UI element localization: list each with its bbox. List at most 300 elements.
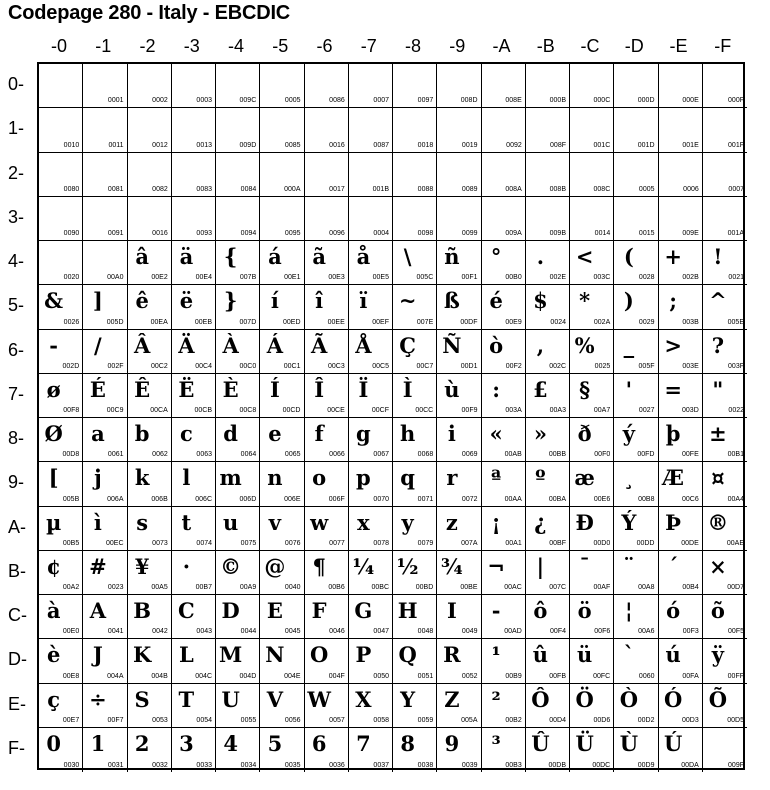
unicode-code: 0025 bbox=[594, 362, 611, 370]
char-cell bbox=[437, 64, 481, 108]
unicode-code: 00AE bbox=[726, 539, 744, 547]
char-cell bbox=[703, 197, 747, 241]
char-cell bbox=[172, 595, 216, 639]
char-cell bbox=[305, 728, 349, 772]
unicode-code: 00C4 bbox=[195, 362, 212, 370]
unicode-code: 0081 bbox=[107, 185, 124, 193]
char-glyph: D bbox=[221, 598, 240, 623]
column-header: -F bbox=[714, 36, 732, 56]
char-glyph: ¹ bbox=[491, 642, 501, 668]
char-cell bbox=[128, 285, 172, 329]
unicode-code: 0085 bbox=[284, 141, 301, 149]
char-cell bbox=[83, 684, 127, 728]
char-glyph: h bbox=[399, 421, 416, 446]
char-cell bbox=[614, 507, 658, 551]
char-cell bbox=[437, 418, 481, 462]
char-glyph: 6 bbox=[311, 730, 327, 756]
unicode-code: 0057 bbox=[329, 716, 345, 724]
unicode-code: 009D bbox=[239, 141, 257, 149]
unicode-code: 0005 bbox=[284, 97, 301, 105]
unicode-code: 002E bbox=[549, 274, 566, 282]
unicode-code: 0038 bbox=[417, 762, 434, 769]
unicode-code: 0047 bbox=[373, 628, 389, 636]
unicode-code: 0096 bbox=[329, 230, 345, 237]
char-cell bbox=[260, 64, 304, 108]
char-glyph: C bbox=[178, 598, 195, 623]
char-glyph: ! bbox=[713, 244, 723, 269]
char-glyph: c bbox=[179, 421, 193, 446]
char-glyph: W bbox=[307, 686, 331, 712]
unicode-code: 00B3 bbox=[505, 762, 522, 769]
char-glyph: < bbox=[575, 244, 594, 269]
unicode-code: 007D bbox=[239, 318, 257, 326]
char-glyph: Ö bbox=[575, 686, 594, 712]
column-header: -6 bbox=[316, 36, 333, 56]
char-cell bbox=[393, 108, 437, 152]
char-cell bbox=[260, 684, 304, 728]
row-header: F- bbox=[8, 737, 25, 758]
char-cell bbox=[703, 285, 747, 329]
unicode-code: 00F1 bbox=[461, 274, 478, 282]
char-cell bbox=[83, 153, 127, 197]
char-cell bbox=[305, 108, 349, 152]
char-cell bbox=[216, 595, 260, 639]
column-header: -A bbox=[492, 36, 511, 56]
char-cell bbox=[39, 595, 83, 639]
unicode-code: 0018 bbox=[417, 141, 434, 149]
unicode-code: 0065 bbox=[284, 451, 301, 459]
char-cell bbox=[128, 462, 172, 506]
unicode-code: 00E4 bbox=[195, 274, 212, 282]
row-header: B- bbox=[8, 560, 26, 581]
char-cell bbox=[659, 285, 703, 329]
char-cell bbox=[393, 595, 437, 639]
char-glyph: ¾ bbox=[440, 553, 463, 579]
char-cell bbox=[216, 418, 260, 462]
char-glyph: # bbox=[89, 553, 107, 579]
char-cell bbox=[437, 595, 481, 639]
unicode-code: 0003 bbox=[196, 97, 212, 105]
char-cell bbox=[703, 551, 747, 595]
char-glyph: á bbox=[268, 244, 282, 269]
char-cell bbox=[570, 684, 614, 728]
char-glyph: l bbox=[182, 465, 191, 491]
char-cell bbox=[216, 153, 260, 197]
char-glyph: w bbox=[310, 509, 329, 535]
char-cell bbox=[216, 462, 260, 506]
char-cell bbox=[305, 551, 349, 595]
char-cell bbox=[172, 153, 216, 197]
unicode-code: 00F0 bbox=[594, 451, 611, 459]
char-glyph: Ý bbox=[621, 509, 637, 535]
unicode-code: 0014 bbox=[594, 230, 611, 237]
char-cell bbox=[393, 153, 437, 197]
char-cell bbox=[393, 330, 437, 374]
unicode-code: 0024 bbox=[550, 318, 566, 326]
unicode-code: 00DC bbox=[592, 762, 611, 769]
char-glyph: & bbox=[44, 288, 64, 314]
unicode-code: 00E8 bbox=[62, 672, 80, 680]
unicode-code: 0054 bbox=[196, 716, 212, 724]
char-glyph: Å bbox=[355, 332, 372, 358]
unicode-code: 006A bbox=[107, 495, 124, 503]
char-cell bbox=[437, 728, 481, 772]
char-glyph: ô bbox=[533, 598, 548, 623]
unicode-code: 0082 bbox=[152, 185, 168, 193]
char-cell bbox=[305, 507, 349, 551]
char-glyph: } bbox=[223, 288, 238, 314]
char-glyph: ? bbox=[711, 332, 725, 358]
char-cell bbox=[659, 639, 703, 683]
char-cell bbox=[614, 551, 658, 595]
char-cell bbox=[526, 728, 570, 772]
char-cell bbox=[482, 241, 526, 285]
unicode-code: 002D bbox=[62, 362, 80, 370]
unicode-code: 006D bbox=[239, 495, 257, 503]
char-cell bbox=[216, 374, 260, 418]
char-cell bbox=[260, 728, 304, 772]
unicode-code: 000B bbox=[549, 97, 566, 105]
char-cell bbox=[349, 639, 393, 683]
char-cell bbox=[703, 374, 747, 418]
char-cell bbox=[83, 728, 127, 772]
unicode-code: 00D7 bbox=[727, 584, 744, 591]
unicode-code: 003F bbox=[728, 362, 744, 370]
char-cell bbox=[128, 728, 172, 772]
unicode-code: 0088 bbox=[417, 185, 434, 193]
char-glyph: | bbox=[536, 553, 545, 579]
char-glyph: ¨ bbox=[623, 553, 635, 579]
char-glyph: Đ bbox=[575, 509, 594, 535]
char-cell bbox=[703, 728, 747, 772]
char-cell bbox=[437, 639, 481, 683]
unicode-code: 0049 bbox=[461, 628, 478, 636]
unicode-code: 00A3 bbox=[549, 407, 566, 414]
char-glyph: ± bbox=[709, 421, 727, 446]
char-cell bbox=[83, 241, 127, 285]
char-glyph: ú bbox=[665, 642, 681, 668]
unicode-code: 00A5 bbox=[151, 584, 168, 591]
unicode-code: 00F7 bbox=[107, 716, 124, 724]
char-cell bbox=[128, 507, 172, 551]
char-glyph: ª bbox=[491, 465, 502, 491]
char-glyph: s bbox=[136, 509, 149, 535]
char-glyph: U bbox=[221, 686, 240, 712]
char-cell bbox=[570, 462, 614, 506]
char-cell bbox=[83, 197, 127, 241]
char-cell bbox=[83, 462, 127, 506]
codepage-grid bbox=[37, 62, 745, 770]
unicode-code: 004E bbox=[284, 672, 301, 680]
char-cell bbox=[305, 64, 349, 108]
char-glyph: ã bbox=[312, 244, 326, 269]
char-glyph: Þ bbox=[665, 509, 682, 535]
unicode-code: 00F2 bbox=[505, 362, 522, 370]
char-cell bbox=[570, 595, 614, 639]
char-glyph: ì bbox=[93, 509, 102, 535]
char-cell bbox=[482, 330, 526, 374]
char-glyph: í bbox=[270, 288, 279, 314]
unicode-code: 00FE bbox=[682, 451, 699, 459]
unicode-code: 006B bbox=[151, 495, 168, 503]
unicode-code: 0051 bbox=[417, 672, 434, 680]
char-glyph: { bbox=[223, 244, 238, 269]
char-cell bbox=[39, 728, 83, 772]
unicode-code: 00C8 bbox=[239, 407, 257, 414]
char-glyph: . bbox=[536, 244, 545, 269]
char-cell bbox=[260, 462, 304, 506]
char-cell bbox=[614, 595, 658, 639]
char-cell bbox=[172, 639, 216, 683]
char-cell bbox=[570, 551, 614, 595]
char-cell bbox=[216, 197, 260, 241]
char-cell bbox=[216, 64, 260, 108]
char-glyph: 5 bbox=[267, 730, 283, 756]
unicode-code: 008B bbox=[549, 185, 566, 193]
char-cell bbox=[614, 418, 658, 462]
char-cell bbox=[659, 418, 703, 462]
row-header: C- bbox=[8, 605, 27, 625]
unicode-code: 00C7 bbox=[416, 362, 434, 370]
unicode-code: 005B bbox=[62, 495, 80, 503]
unicode-code: 00D3 bbox=[682, 716, 699, 724]
char-glyph: ° bbox=[490, 244, 502, 269]
unicode-code: 00D0 bbox=[593, 539, 611, 547]
unicode-code: 005A bbox=[461, 716, 478, 724]
char-glyph: ý bbox=[622, 421, 635, 446]
unicode-code: 0058 bbox=[373, 716, 389, 724]
column-header: -9 bbox=[449, 36, 466, 56]
char-cell bbox=[128, 153, 172, 197]
unicode-code: 0062 bbox=[152, 451, 168, 459]
char-glyph: O bbox=[309, 642, 329, 668]
unicode-code: 00C0 bbox=[239, 362, 257, 370]
unicode-code: 002A bbox=[593, 318, 611, 326]
unicode-code: 00CB bbox=[194, 407, 212, 414]
char-glyph: Ò bbox=[619, 686, 639, 712]
char-glyph: % bbox=[574, 332, 595, 358]
char-cell bbox=[349, 108, 393, 152]
char-cell bbox=[614, 330, 658, 374]
unicode-code: 007E bbox=[416, 318, 434, 326]
char-glyph: 8 bbox=[400, 730, 415, 756]
unicode-code: 003D bbox=[682, 407, 699, 414]
unicode-code: 0007 bbox=[373, 97, 389, 105]
unicode-code: 0090 bbox=[63, 230, 80, 237]
unicode-code: 001E bbox=[682, 141, 699, 149]
char-cell bbox=[570, 330, 614, 374]
unicode-code: 0004 bbox=[373, 230, 389, 237]
char-cell bbox=[260, 153, 304, 197]
unicode-code: 0084 bbox=[240, 185, 257, 193]
char-glyph: ï bbox=[359, 288, 368, 314]
unicode-code: 0028 bbox=[638, 274, 655, 282]
char-glyph: ® bbox=[707, 509, 729, 535]
unicode-code: 0076 bbox=[284, 539, 301, 547]
char-cell bbox=[614, 374, 658, 418]
char-glyph: ; bbox=[669, 288, 677, 314]
row-header: E- bbox=[8, 693, 26, 714]
unicode-code: 009C bbox=[239, 97, 257, 105]
unicode-code: 0061 bbox=[107, 451, 124, 459]
char-glyph: Õ bbox=[708, 686, 728, 712]
char-glyph: e bbox=[268, 421, 282, 446]
char-glyph: r bbox=[446, 465, 458, 491]
unicode-code: 00F3 bbox=[682, 628, 699, 636]
unicode-code: 003E bbox=[682, 362, 699, 370]
char-glyph: X bbox=[355, 686, 372, 712]
char-cell bbox=[260, 197, 304, 241]
char-cell bbox=[83, 551, 127, 595]
unicode-code: 0026 bbox=[63, 318, 80, 326]
unicode-code: 0037 bbox=[373, 762, 389, 769]
unicode-code: 0043 bbox=[196, 628, 212, 636]
unicode-code: 00C5 bbox=[372, 362, 389, 370]
unicode-code: 00D2 bbox=[637, 716, 655, 724]
char-cell bbox=[526, 330, 570, 374]
char-cell bbox=[570, 64, 614, 108]
char-cell bbox=[39, 639, 83, 683]
unicode-code: 0072 bbox=[461, 495, 478, 503]
char-glyph: n bbox=[267, 465, 283, 491]
unicode-code: 0023 bbox=[107, 584, 124, 591]
unicode-code: 004D bbox=[239, 672, 257, 680]
unicode-code: 001B bbox=[372, 185, 389, 193]
char-glyph: º bbox=[535, 465, 546, 491]
char-cell bbox=[172, 241, 216, 285]
unicode-code: 0063 bbox=[196, 451, 212, 459]
char-glyph: d bbox=[223, 421, 238, 446]
char-cell bbox=[526, 241, 570, 285]
char-cell bbox=[659, 684, 703, 728]
char-cell bbox=[570, 108, 614, 152]
unicode-code: 0071 bbox=[417, 495, 434, 503]
char-cell bbox=[83, 64, 127, 108]
char-cell bbox=[216, 728, 260, 772]
char-glyph: [ bbox=[48, 465, 59, 491]
char-glyph: v bbox=[268, 509, 281, 535]
char-glyph: 1 bbox=[90, 730, 106, 756]
unicode-code: 00BE bbox=[460, 584, 478, 591]
char-cell bbox=[305, 330, 349, 374]
char-glyph: ù bbox=[444, 376, 460, 402]
char-glyph: g bbox=[356, 421, 371, 446]
char-glyph: ë bbox=[179, 288, 194, 314]
char-glyph: Ô bbox=[531, 686, 550, 712]
unicode-code: 00AF bbox=[593, 584, 611, 591]
char-cell bbox=[614, 728, 658, 772]
char-glyph: P bbox=[355, 642, 372, 668]
unicode-code: 0098 bbox=[417, 230, 434, 237]
char-glyph: ) bbox=[623, 288, 634, 314]
unicode-code: 0077 bbox=[329, 539, 345, 547]
char-cell bbox=[659, 728, 703, 772]
char-glyph: ~ bbox=[398, 288, 417, 314]
unicode-code: 00FF bbox=[727, 672, 744, 680]
char-glyph: 4 bbox=[223, 730, 238, 756]
char-glyph: u bbox=[222, 509, 239, 535]
unicode-code: 00D1 bbox=[460, 362, 478, 370]
unicode-code: 00F8 bbox=[63, 407, 80, 414]
char-glyph: - bbox=[49, 332, 58, 358]
unicode-code: 007C bbox=[549, 584, 566, 591]
char-cell bbox=[570, 285, 614, 329]
unicode-code: 0001 bbox=[107, 97, 124, 105]
unicode-code: 0006 bbox=[683, 185, 699, 193]
char-cell bbox=[703, 241, 747, 285]
unicode-code: 00B6 bbox=[328, 584, 345, 591]
unicode-code: 00AA bbox=[504, 495, 522, 503]
char-cell bbox=[526, 507, 570, 551]
char-glyph: ( bbox=[623, 244, 634, 269]
column-header: -5 bbox=[272, 36, 289, 56]
unicode-code: 00F4 bbox=[550, 628, 566, 636]
char-cell bbox=[128, 241, 172, 285]
char-cell bbox=[482, 639, 526, 683]
char-glyph: H bbox=[397, 598, 418, 623]
char-glyph: ñ bbox=[444, 244, 460, 269]
unicode-code: 0039 bbox=[461, 762, 478, 769]
unicode-code: 0042 bbox=[152, 628, 168, 636]
char-glyph: Ï bbox=[358, 376, 369, 402]
char-cell bbox=[437, 197, 481, 241]
char-cell bbox=[216, 285, 260, 329]
char-cell bbox=[216, 507, 260, 551]
char-glyph: I bbox=[446, 598, 457, 623]
char-cell bbox=[260, 241, 304, 285]
unicode-code: 006E bbox=[284, 495, 301, 503]
char-glyph: b bbox=[134, 421, 150, 446]
char-cell bbox=[703, 153, 747, 197]
char-glyph: È bbox=[222, 376, 239, 402]
char-cell bbox=[172, 374, 216, 418]
unicode-code: 00D5 bbox=[727, 716, 744, 724]
char-cell bbox=[482, 684, 526, 728]
char-glyph: > bbox=[664, 332, 682, 358]
unicode-code: 00B4 bbox=[682, 584, 699, 591]
unicode-code: 00FB bbox=[549, 672, 566, 680]
char-cell bbox=[260, 551, 304, 595]
char-cell bbox=[703, 462, 747, 506]
unicode-code: 0010 bbox=[63, 141, 80, 149]
unicode-code: 00AB bbox=[504, 451, 522, 459]
char-glyph: - bbox=[491, 598, 501, 623]
char-cell bbox=[260, 639, 304, 683]
char-cell bbox=[39, 507, 83, 551]
char-glyph: É bbox=[89, 376, 106, 402]
char-cell bbox=[39, 108, 83, 152]
char-glyph: 0 bbox=[46, 730, 61, 756]
char-cell bbox=[393, 285, 437, 329]
char-cell bbox=[393, 197, 437, 241]
char-cell bbox=[659, 551, 703, 595]
char-glyph: y bbox=[401, 509, 414, 535]
char-cell bbox=[216, 330, 260, 374]
unicode-code: 001F bbox=[728, 141, 744, 149]
char-cell bbox=[39, 153, 83, 197]
unicode-code: 00BF bbox=[549, 539, 566, 547]
char-cell bbox=[482, 418, 526, 462]
char-cell bbox=[305, 418, 349, 462]
unicode-code: 004C bbox=[195, 672, 212, 680]
char-cell bbox=[614, 197, 658, 241]
char-glyph: ¦ bbox=[625, 598, 633, 623]
unicode-code: 0070 bbox=[373, 495, 389, 503]
unicode-code: 0056 bbox=[284, 716, 301, 724]
page-title: Codepage 280 - Italy - EBCDIC bbox=[8, 2, 291, 24]
char-glyph: ½ bbox=[396, 553, 419, 579]
unicode-code: 0099 bbox=[461, 230, 478, 237]
